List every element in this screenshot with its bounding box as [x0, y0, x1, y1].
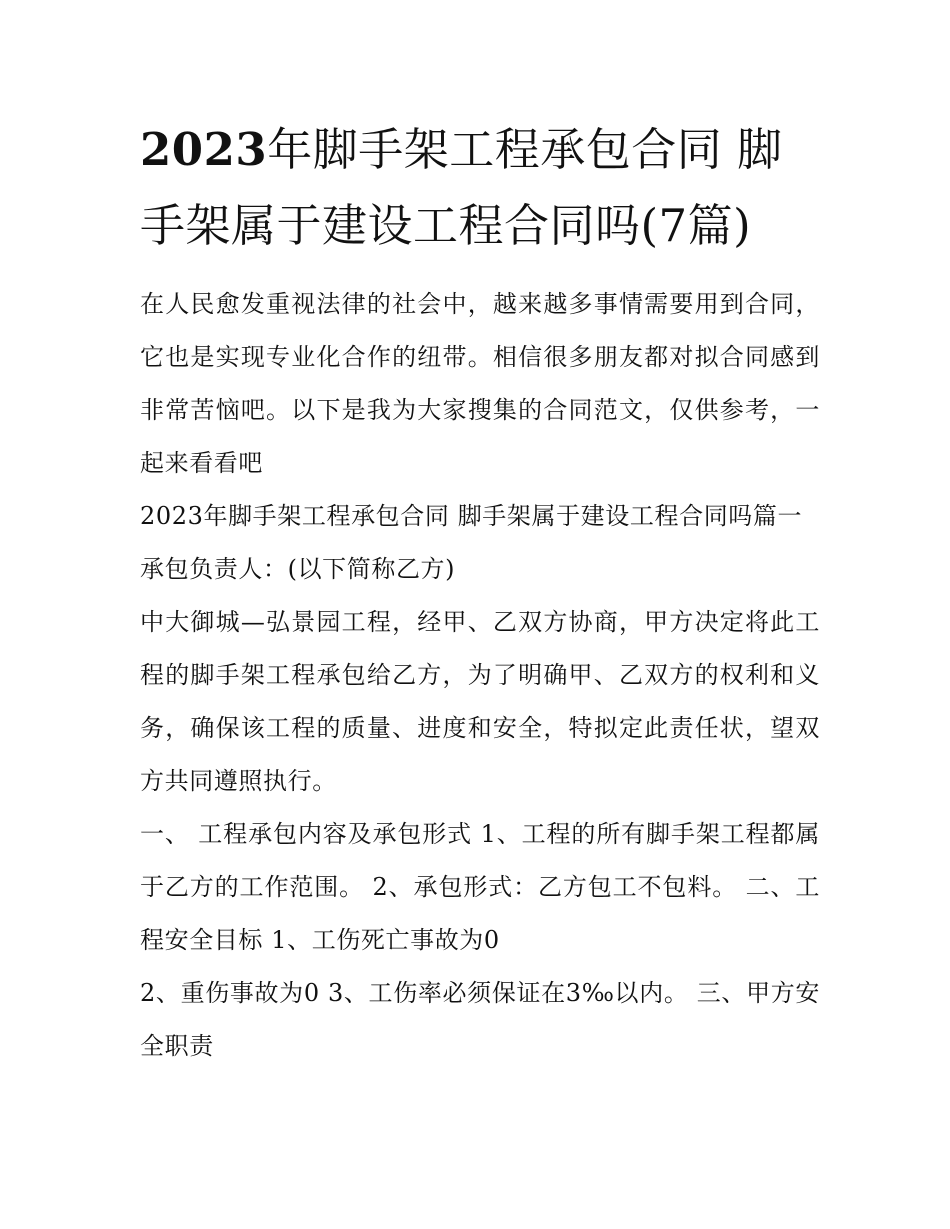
contract-clause: 一、 工程承包内容及承包形式 1、工程的所有脚手架工程都属于乙方的工作范围。 2、承包形式：乙方包工不包料。 二、工程安全目标 1、工伤死亡事故为0 — [140, 820, 820, 954]
document-body — [140, 278, 820, 1073]
section-heading: 2023年脚手架工程承包合同 脚手架属于建设工程合同吗篇一 — [140, 502, 803, 530]
document-page — [140, 112, 820, 1073]
contract-preamble: 中大御城—弘景园工程，经甲、乙双方协商，甲方决定将此工程的脚手架工程承包给乙方，为了明确甲、乙双方的权利和义务，确保该工程的质量、进度和安全，特拟定此责任状，望双方共同遵照执行。 — [140, 608, 820, 795]
document-title — [140, 112, 820, 264]
contractor-line: 承包负责人：(以下简称乙方) — [140, 555, 456, 583]
contract-clause: 2、重伤事故为0 3、工伤率必须保证在3‰以内。 三、甲方安全职责 — [140, 979, 820, 1060]
intro-paragraph: 在人民愈发重视法律的社会中，越来越多事情需要用到合同，它也是实现专业化合作的纽带。相信很多朋友都对拟合同感到非常苦恼吧。以下是我为大家搜集的合同范文，仅供参考，一起来看看吧 — [140, 290, 820, 477]
title-text: 年脚手架工程承包合同 脚手架属于建设工程合同吗(7篇) — [140, 123, 783, 252]
title-year: 2023 — [140, 123, 268, 176]
